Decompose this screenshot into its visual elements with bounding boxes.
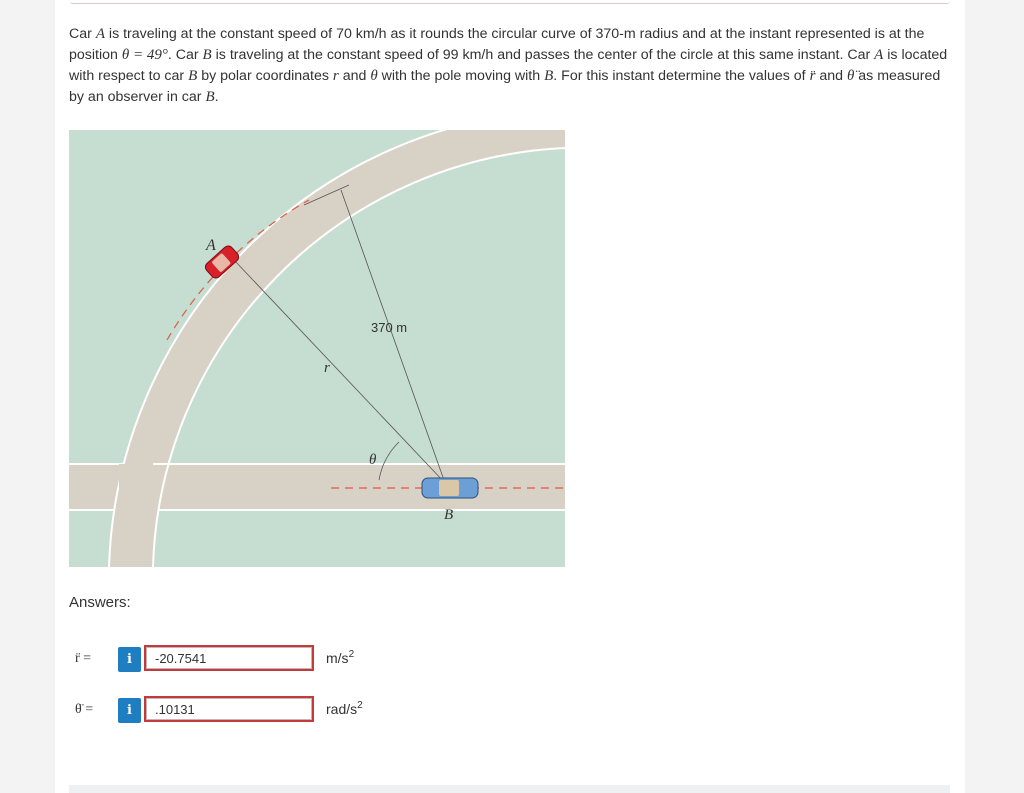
- r-ddot-input[interactable]: [144, 645, 314, 671]
- info-icon[interactable]: i: [118, 698, 141, 723]
- answer-row-r-ddot: [69, 645, 399, 675]
- theta-ddot-unit: rad/$s^2$: [326, 700, 363, 717]
- r-ddot-unit: $m/s^2$: [326, 649, 355, 666]
- info-icon[interactable]: i: [118, 647, 141, 672]
- label-a: A: [206, 237, 216, 254]
- curve-diagram: [69, 130, 565, 567]
- answers-heading: Answers:: [69, 594, 131, 611]
- label-r: r: [324, 360, 330, 376]
- question-text: Car A is traveling at the constant speed of 70 km/h as it rounds the circular curve of 370-m radius and at the instant represented is at the position θ = 49°. Car B is traveling at the constant speed of 99 km/h and passes the center of the circle at this same instant. Car A is located with respect to car B by polar coordinates r and θ with the pole moving with B. For this instant determine the values of r̈ and θ̈ as measured by an observer in car B.: [69, 26, 948, 105]
- card-footer-bar: [69, 785, 950, 793]
- question-card: [55, 0, 965, 793]
- answer-row-theta-ddot: [69, 696, 399, 726]
- card-top-border: [70, 0, 950, 4]
- theta-ddot-label: θ̈ =: [75, 702, 94, 717]
- car-b: [422, 478, 478, 498]
- r-ddot-label: r̈ =: [75, 651, 92, 666]
- label-radius: 370 m: [371, 320, 408, 335]
- problem-figure: [69, 130, 565, 567]
- label-theta: θ: [369, 452, 377, 468]
- label-b: B: [444, 507, 454, 523]
- theta-ddot-input[interactable]: [144, 696, 314, 722]
